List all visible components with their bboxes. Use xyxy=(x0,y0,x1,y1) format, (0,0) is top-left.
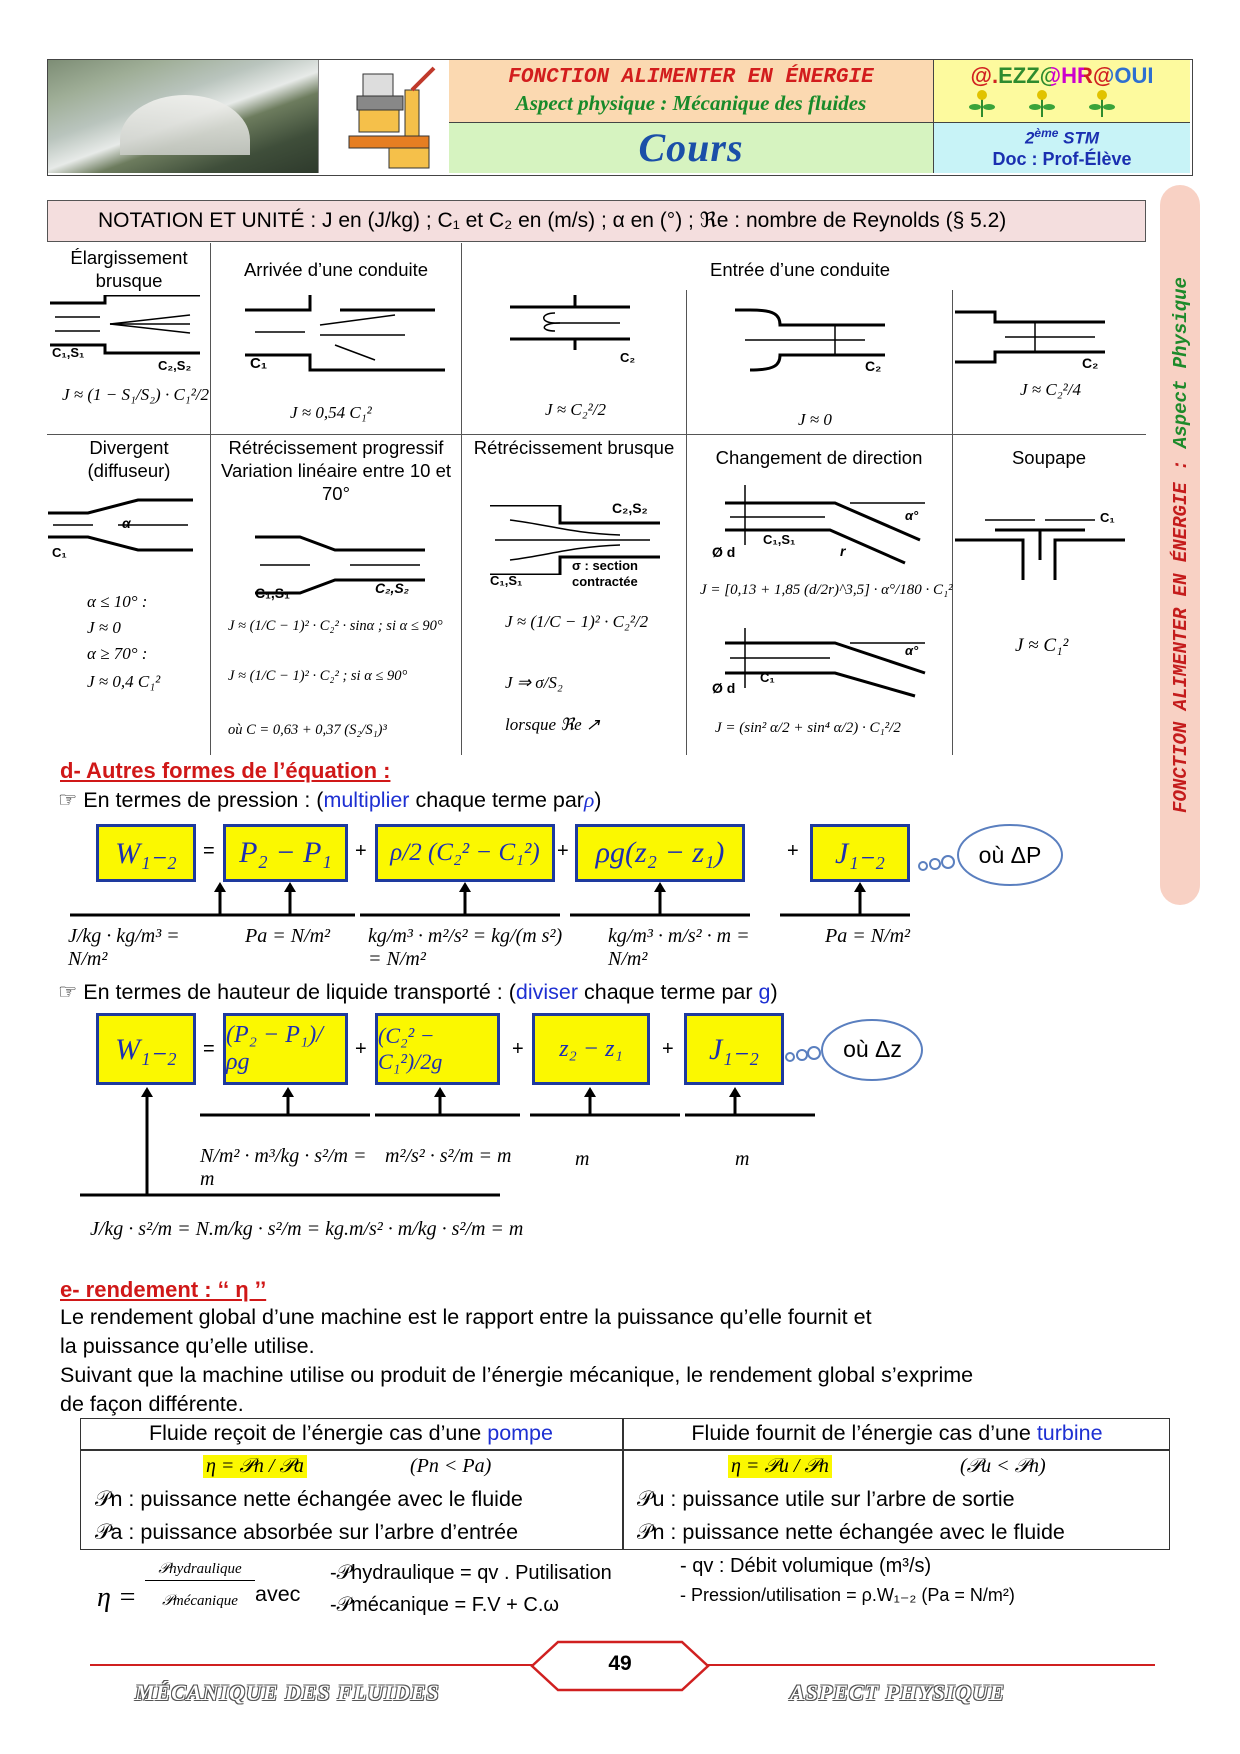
efficiency-para-2b: de façon différente. xyxy=(60,1392,244,1416)
side-ribbon-text: FONCTION ALIMENTER EN ÉNERGIE : Aspect Physique xyxy=(1170,277,1192,813)
table-divider xyxy=(47,434,1146,435)
table-divider xyxy=(952,290,953,755)
bend-diagram-1 xyxy=(725,485,940,565)
formula-bend-1: J = [0,13 + 1,85 (d/2r)^3,5] · α°/180 · C₁² xyxy=(700,582,953,598)
pressure-terms-line: ☞ En termes de pression : (multiplier chaque terme parρ) xyxy=(58,788,602,812)
footer-right-title: ASPECT PHYSIQUE xyxy=(790,1680,1005,1705)
formula-diffuser-4: J ≈ 0,4 C₁² xyxy=(87,672,161,691)
doc-type: Doc : Prof-Élève xyxy=(992,148,1132,169)
section-e-title: e- rendement : ‘‘ η ’’ xyxy=(60,1277,267,1302)
page-number: 49 xyxy=(608,1652,632,1675)
turbine-def-pu: 𝒫u : puissance utile sur l’arbre de sortie xyxy=(637,1487,1015,1511)
table-divider xyxy=(686,290,687,755)
table-divider xyxy=(461,243,462,755)
bend-diagram-2 xyxy=(725,628,940,698)
formula-bend-2: J = (sin² α/2 + sin⁴ α/2) · C₁²/2 xyxy=(715,720,901,736)
efficiency-para-2a: Suivant que la machine utilise ou produit de l’énergie mécanique, le rendement global s’exprime xyxy=(60,1363,974,1387)
table-divider xyxy=(210,243,211,755)
def-mechanical-power: -𝒫mécanique = F.V + C.ω xyxy=(330,1594,560,1616)
box-work: W₁₋₂ xyxy=(96,824,196,882)
unit-work: J/kg · kg/m³ = N/m² xyxy=(68,925,180,970)
formula-inlet-b: J ≈ 0 xyxy=(798,410,832,429)
loss-title-sudden-expansion: Élargissement brusque xyxy=(70,247,188,291)
formula-sudden-3: lorsque ℜe ↗ xyxy=(505,715,601,734)
pump-def-pa: 𝒫a : puissance absorbée sur l’arbre d’entrée xyxy=(95,1520,519,1544)
label-prog-c2s2: C₂,S₂ xyxy=(375,580,410,596)
loss-title-diffuser: Divergent (diffuseur) xyxy=(87,437,171,481)
label-sudden-c1s1: C₁,S₁ xyxy=(490,573,523,588)
box-potential: ρg(z₂ − z₁) xyxy=(575,824,745,882)
header-subtitle: Aspect physique : Mécanique des fluides xyxy=(515,91,867,115)
unit-pressure-head: N/m² · m³/kg · s²/m = m xyxy=(200,1145,367,1190)
op-plus-2: + xyxy=(557,840,569,862)
header-author-block xyxy=(934,60,1190,123)
unit-potential: kg/m³ · m/s² · m = N/m² xyxy=(608,925,750,970)
op-plus-3: + xyxy=(787,840,799,862)
turbine-def-pn: 𝒫n : puissance nette échangée avec le fluide xyxy=(637,1520,1065,1544)
unit-arrows-2 xyxy=(80,1085,820,1200)
formula-diffuser-1: α ≤ 10° : xyxy=(87,592,148,611)
unit-kinetic: kg/m³ · m²/s² = kg/(m s²) = N/m² xyxy=(368,925,563,970)
formula-inlet-c: J ≈ C₂²/4 xyxy=(1020,380,1081,399)
turbine-efficiency-eq: η = 𝒫u / 𝒫n xyxy=(728,1455,832,1478)
formula-sudden-expansion: J ≈ (1 − S₁/S₂) · C₁²/2 xyxy=(62,385,210,404)
class-level: 2ème STM xyxy=(1024,126,1100,148)
formula-pipe-outlet: J ≈ 0,54 C₁² xyxy=(290,403,372,422)
formula-inlet-a: J ≈ C₂²/2 xyxy=(545,400,606,419)
avec-label: avec xyxy=(255,1582,301,1606)
def-utilisation-pressure: - Pression/utilisation = ρ.W₁₋₂ (Pa = N/m²) xyxy=(680,1585,1015,1605)
unit-losses: Pa = N/m² xyxy=(825,925,911,947)
def-hydraulic-power: -𝒫hydraulique = qv . Putilisation xyxy=(330,1562,612,1584)
label-bend-alpha-1: α° xyxy=(905,508,919,523)
loss-title-pipe-outlet: Arrivée d’une conduite xyxy=(243,259,429,280)
formula-sudden-1: J ≈ (1/C − 1)² · C₂²/2 xyxy=(505,612,649,631)
unit-pressure: Pa = N/m² xyxy=(245,925,331,947)
box-kinetic: ρ/2 (C₂² − C₁²) xyxy=(375,824,555,882)
eta-denominator: 𝒫mécanique xyxy=(162,1593,238,1609)
label-bend-d: Ø d xyxy=(712,544,736,560)
box-pressure-diff: P₂ − P₁ xyxy=(223,824,348,882)
op-plus-5: + xyxy=(512,1038,524,1060)
unit-velocity-head: m²/s² · s²/m = m xyxy=(385,1145,512,1167)
header-title-block xyxy=(449,60,934,123)
box-losses: J₁₋₂ xyxy=(810,824,910,882)
op-plus-6: + xyxy=(662,1038,674,1060)
op-equals: = xyxy=(203,840,215,862)
unit-work-head: J/kg · s²/m = N.m/kg · s²/m = kg.m/s² · m/kg · s²/m = m xyxy=(90,1218,524,1240)
pipe-inlet-reentrant-diagram xyxy=(500,295,630,355)
label-c1s1: C₁,S₁ xyxy=(52,345,85,360)
col-pump-header: Fluide reçoit de l’énergie cas d’une pompe xyxy=(149,1421,553,1445)
efficiency-para-1a: Le rendement global d’une machine est le rapport entre la puissance qu’elle fournit et xyxy=(60,1305,872,1329)
cloud-text-delta-p: où ΔP xyxy=(978,841,1042,868)
label-valve-c1: C₁ xyxy=(1100,510,1115,525)
box-elevation-head: z₂ − z₁ xyxy=(532,1013,650,1085)
turbine-condition: (𝒫u < 𝒫n) xyxy=(960,1455,1046,1477)
box-head-losses: J₁₋₂ xyxy=(684,1013,784,1085)
unit-arrows-1 xyxy=(60,880,940,920)
label-c2s2: C₂,S₂ xyxy=(158,358,192,373)
label-diffuser-c1: C₁ xyxy=(52,545,67,560)
pump-condition: (Pn < Pa) xyxy=(410,1455,492,1477)
header-cours: Cours xyxy=(638,125,744,170)
label-c2-b: C₂ xyxy=(865,358,882,374)
loss-title-direction-change: Changement de direction xyxy=(715,447,923,468)
label-bend-c1s1: C₁,S₁ xyxy=(763,532,796,547)
unit-head-losses: m xyxy=(735,1148,750,1170)
author-name: @.EZZ@HR@OUI xyxy=(970,63,1154,88)
eta-symbol: η = xyxy=(97,1582,137,1613)
cloud-text-delta-z: où Δz xyxy=(843,1035,902,1062)
label-bend-c1: C₁ xyxy=(760,670,775,685)
box-velocity-head: (C₂² − C₁²)/2g xyxy=(375,1013,500,1085)
header-title: FONCTION ALIMENTER EN ÉNERGIE xyxy=(508,66,874,89)
def-flow-rate: - qv : Débit volumique (m³/s) xyxy=(680,1555,932,1577)
label-bend-alpha-2: α° xyxy=(905,643,919,658)
pump-efficiency-eq: η = 𝒫n / 𝒫a xyxy=(203,1455,307,1478)
formula-sudden-2: J ⇒ σ/S₂ xyxy=(505,673,563,692)
label-prog-c1s1: C₁,S₁ xyxy=(255,585,290,601)
label-c2-c: C₂ xyxy=(1082,355,1099,371)
loss-title-pipe-inlet: Entrée d’une conduite xyxy=(710,259,890,280)
formula-diffuser-3: α ≥ 70° : xyxy=(87,644,148,663)
formula-prog-3: où C = 0,63 + 0,37 (S₂/S₁)³ xyxy=(228,722,387,738)
loss-title-progressive-contraction: Rétrécissement progressif Variation linéaire entre 10 et 70° xyxy=(220,437,452,504)
height-terms-line: ☞ En termes de hauteur de liquide transporté : (diviser chaque terme par g) xyxy=(58,980,778,1004)
efficiency-para-1b: la puissance qu’elle utilise. xyxy=(60,1334,315,1358)
unit-elevation-head: m xyxy=(575,1148,590,1170)
label-c2-a: C₂ xyxy=(620,350,636,365)
formula-prog-1: J ≈ (1/C − 1)² · C₂² · sinα ; si α ≤ 90° xyxy=(228,618,443,634)
op-equals-2: = xyxy=(203,1038,215,1060)
header-level-block xyxy=(934,123,1190,173)
etab-hline xyxy=(80,1449,1170,1451)
op-plus-4: + xyxy=(355,1038,367,1060)
notation-bar: NOTATION ET UNITÉ : J en (J/kg) ; C₁ et C₂ en (m/s) ; α en (°) ; ℜe : nombre de Reynolds (§ 5.2) xyxy=(47,200,1146,242)
label-bend-d-2: Ø d xyxy=(712,680,736,696)
footer-left-title: MÉCANIQUE DES FLUIDES xyxy=(135,1680,440,1705)
box-pressure-head: (P₂ − P₁)/ρg xyxy=(223,1013,348,1085)
pipe-outlet-diagram xyxy=(245,295,445,375)
section-d-title: d- Autres formes de l’équation : xyxy=(60,758,391,783)
box-work-2: W₁₋₂ xyxy=(96,1013,196,1085)
label-bend-r: r xyxy=(840,543,846,559)
loss-title-valve: Soupape xyxy=(1011,447,1087,468)
label-diffuser-alpha: α xyxy=(122,515,131,531)
col-turbine-header: Fluide fournit de l’énergie cas d’une turbine xyxy=(691,1421,1103,1445)
hydraulic-press-image xyxy=(318,60,450,173)
formula-valve: J ≈ C₁² xyxy=(1015,635,1069,656)
label-c1: C₁ xyxy=(250,355,268,372)
label-sudden-c2s2: C₂,S₂ xyxy=(612,500,648,516)
pipe-inlet-rounded-diagram xyxy=(735,300,885,375)
label-sigma: σ : section contractée xyxy=(572,558,638,589)
op-plus-1: + xyxy=(355,840,367,862)
pump-def-pn: 𝒫n : puissance nette échangée avec le fluide xyxy=(95,1487,523,1511)
formula-diffuser-2: J ≈ 0 xyxy=(87,618,121,637)
flower-icons xyxy=(962,89,1162,117)
eta-numerator: 𝒫hydraulique xyxy=(145,1560,255,1581)
header-cours-block xyxy=(449,123,934,173)
loss-title-sudden-contraction: Rétrécissement brusque xyxy=(473,437,675,458)
formula-prog-2: J ≈ (1/C − 1)² · C₂² ; si α ≤ 90° xyxy=(228,668,408,684)
